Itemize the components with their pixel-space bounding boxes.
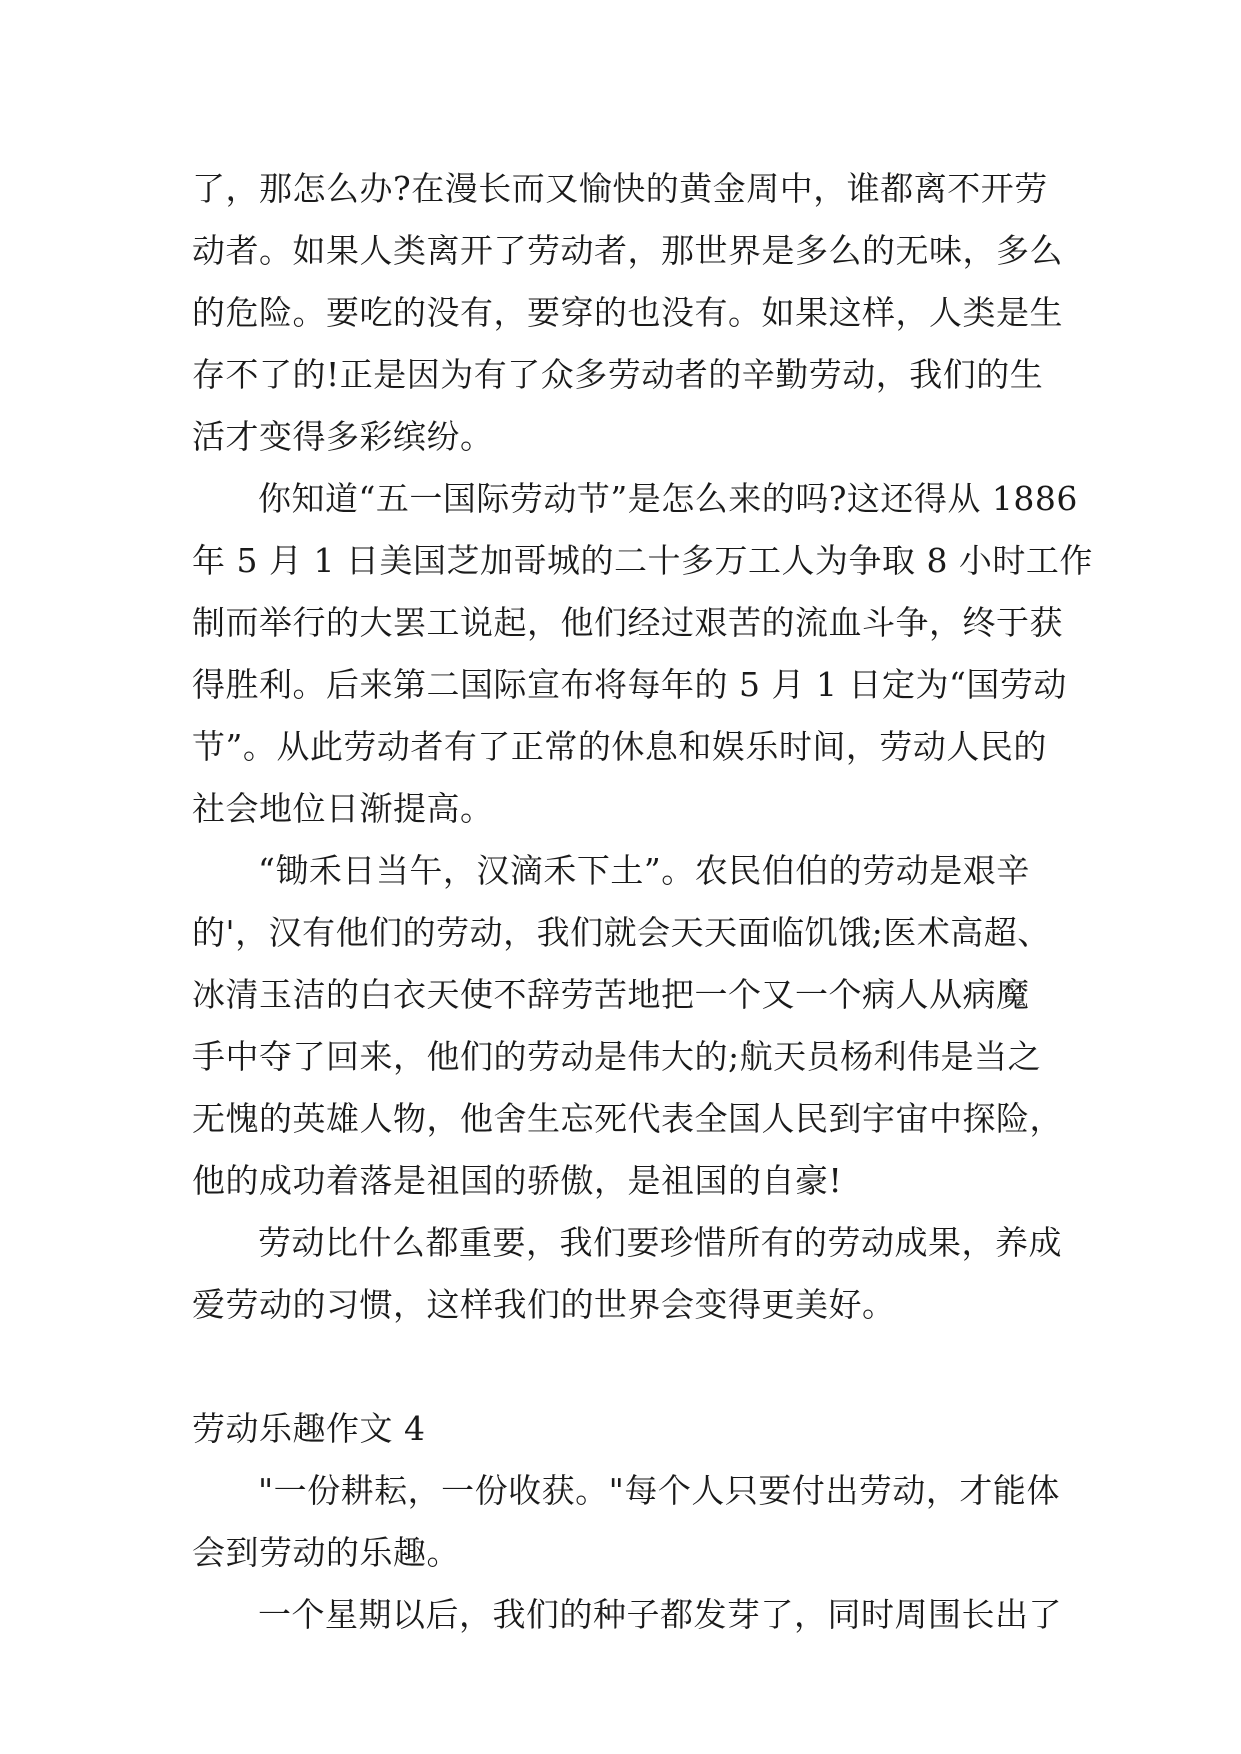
text-line: 爱劳动的习惯，这样我们的世界会变得更美好。: [192, 1285, 896, 1324]
text-line: 会到劳动的乐趣。: [192, 1533, 460, 1572]
text-line: "一份耕耘，一份收获。"每个人只要付出劳动，才能体: [258, 1471, 1060, 1510]
text-line: 的'，汉有他们的劳动，我们就会天天面临饥饿;医术高超、: [192, 913, 1051, 952]
text-line: 制而举行的大罢工说起，他们经过艰苦的流血斗争，终于获: [192, 603, 1063, 642]
text-line: 他的成功着落是祖国的骄傲，是祖国的自豪!: [192, 1161, 843, 1200]
text-line: 了，那怎么办?在漫长而又愉快的黄金周中，谁都离不开劳: [192, 169, 1048, 208]
text-line: 活才变得多彩缤纷。: [192, 417, 494, 456]
text-line: 节”。从此劳动者有了正常的休息和娱乐时间，劳动人民的: [192, 727, 1047, 766]
text-line: 年 5 月 1 日美国芝加哥城的二十多万工人为争取 8 小时工作: [192, 541, 1093, 580]
text-line: 得胜利。后来第二国际宣布将每年的 5 月 1 日定为“国劳动: [192, 665, 1067, 704]
text-line: 冰清玉洁的白衣天使不辞劳苦地把一个又一个病人从病魔: [192, 975, 1030, 1014]
document-page: [192, 158, 1093, 1646]
text-line: 一个星期以后，我们的种子都发芽了，同时周围长出了: [258, 1595, 1062, 1634]
paragraph-3: [192, 840, 1063, 1212]
text-line: 存不了的!正是因为有了众多劳动者的辛勤劳动，我们的生: [192, 355, 1044, 394]
paragraph-5: [192, 1460, 1060, 1584]
text-line: 手中夺了回来，他们的劳动是伟大的;航天员杨利伟是当之: [192, 1037, 1042, 1076]
text-line: 动者。如果人类离开了劳动者，那世界是多么的无味，多么: [192, 231, 1063, 270]
paragraph-4: [192, 1212, 1062, 1336]
paragraph-gap: [192, 1336, 1052, 1398]
text-line: 无愧的英雄人物，他舍生忘死代表全国人民到宇宙中探险，: [192, 1099, 1063, 1138]
text-line: “锄禾日当午，汉滴禾下土”。农民伯伯的劳动是艰辛: [258, 851, 1030, 890]
section-title: 劳动乐趣作文 4: [192, 1409, 426, 1448]
paragraph-6: [192, 1584, 1062, 1646]
text-line: 劳动比什么都重要，我们要珍惜所有的劳动成果，养成: [258, 1223, 1062, 1262]
text-line: 你知道“五一国际劳动节”是怎么来的吗?这还得从 1886: [258, 479, 1078, 518]
text-line: 社会地位日渐提高。: [192, 789, 494, 828]
paragraph-2: [192, 468, 1093, 840]
text-line: 的危险。要吃的没有，要穿的也没有。如果这样，人类是生: [192, 293, 1063, 332]
paragraph-1: [192, 158, 1063, 468]
